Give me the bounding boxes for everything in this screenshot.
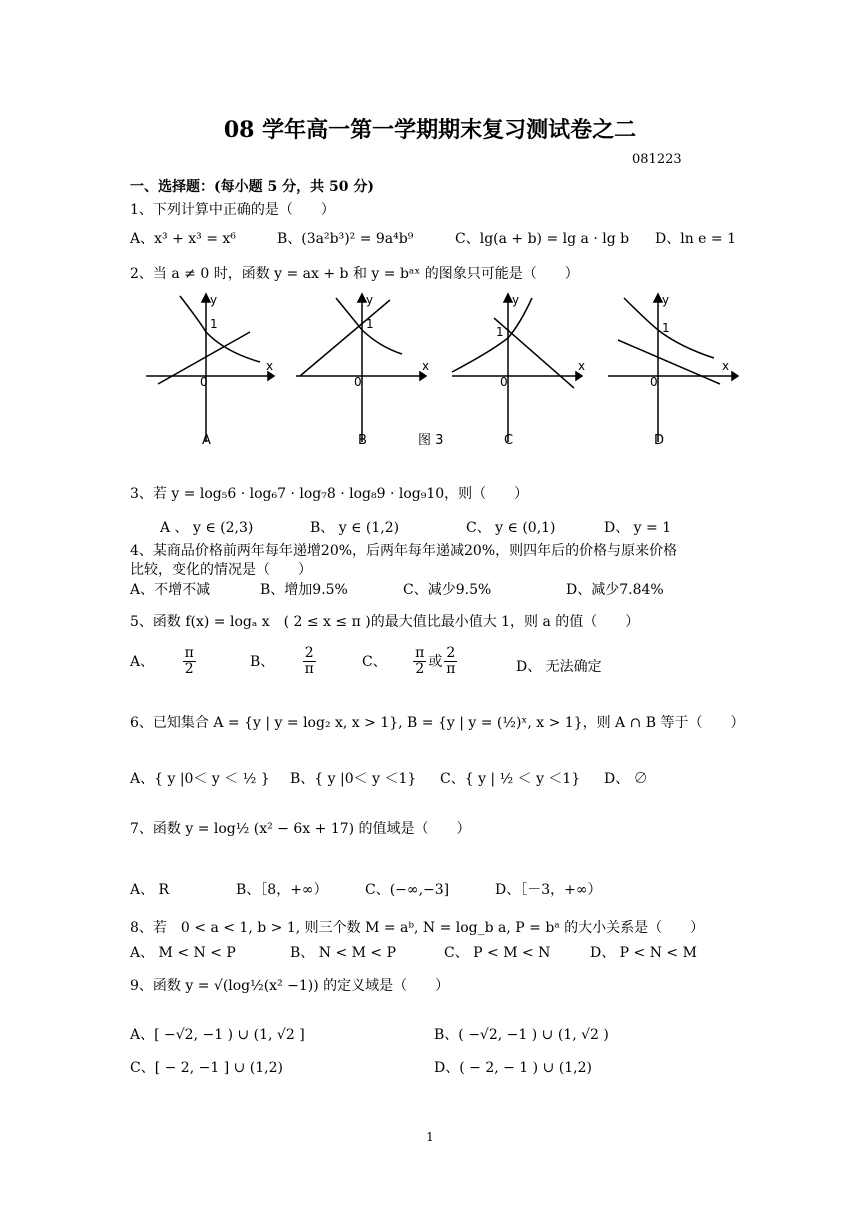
graph-b-one: 1 xyxy=(366,317,374,331)
q1-option-c: C、lg(a + b) = lg a · lg b xyxy=(455,231,630,247)
q8-option-a: A、 M < N < P xyxy=(130,945,236,961)
page-number: 1 xyxy=(426,1130,434,1144)
q5-option-a: A、 $\frac{\pi}{2}$ xyxy=(130,645,194,678)
q1-option-a: A、x³ + x³ = x⁶ xyxy=(130,231,236,247)
question-4-stem-line2: 比较，变化的情况是（ ） xyxy=(130,562,312,578)
question-2-stem: 2、当 a ≠ 0 时，函数 y = ax + b 和 y = bᵃˣ 的图象只可能是（ ） xyxy=(130,266,579,282)
graph-d-label: D xyxy=(654,433,665,448)
q3-option-d: D、 y = 1 xyxy=(604,520,672,536)
question-7-stem: 7、函数 y = log½ (x² − 6x + 17) 的值域是（ ） xyxy=(130,821,471,837)
graph-b-x-label: x xyxy=(422,359,430,373)
q8-option-b: B、 N < M < P xyxy=(290,945,397,961)
q6-option-a: A、{ y |0＜ y ＜ ½ } xyxy=(130,771,270,787)
graph-d-x-label: x xyxy=(722,359,730,373)
question-5-stem: 5、函数 f(x) = logₐ x ( 2 ≤ x ≤ π )的最大值比最小值大 1，则 a 的值（ ） xyxy=(130,614,640,630)
graph-b-label: B xyxy=(358,433,367,448)
q1-option-b: B、(3a²b³)² = 9a⁴b⁹ xyxy=(277,231,414,247)
graph-d-one: 1 xyxy=(662,321,670,335)
graph-d-y-label: y xyxy=(662,293,670,307)
graph-c-x-label: x xyxy=(578,359,586,373)
q8-option-c: C、 P < M < N xyxy=(444,945,551,961)
graph-c-label: C xyxy=(504,433,514,448)
q5-option-c: C、 $\frac{\pi}{2}$ 或 $\frac{2}{\pi}$ xyxy=(362,645,456,678)
q9-option-b: B、( −√2, −1 ) ∪ (1, √2 ) xyxy=(434,1027,609,1043)
question-4-stem-line1: 4、某商品价格前两年每年递增20%，后两年每年递减20%，则四年后的价格与原来价格 xyxy=(130,543,678,559)
q5-option-d: D、 无法确定 xyxy=(516,659,602,675)
document-code: 081223 xyxy=(632,152,682,167)
graph-d-origin: 0 xyxy=(650,375,658,389)
q1-option-d: D、ln e = 1 xyxy=(655,231,736,247)
q5-option-b: B、 $\frac{2}{\pi}$ xyxy=(250,645,314,678)
graph-a-one: 1 xyxy=(210,317,218,331)
graph-c-one: 1 xyxy=(496,325,504,339)
q4-option-c: C、减少9.5% xyxy=(403,582,492,598)
q7-option-d: D、［－3，+∞） xyxy=(495,882,602,898)
q3-option-a: A 、 y ∈ (2,3) xyxy=(160,520,254,536)
q6-option-d: D、 ∅ xyxy=(604,771,648,787)
graph-c-y-label: y xyxy=(512,293,520,307)
graph-c-origin: 0 xyxy=(500,375,508,389)
q3-option-c: C、 y ∈ (0,1) xyxy=(466,520,556,536)
figure-label: 图 3 xyxy=(418,433,444,448)
question-1-stem: 1、下列计算中正确的是（ ） xyxy=(130,202,335,218)
question-6-stem: 6、已知集合 A = {y | y = log₂ x, x > 1}, B = {y | y = (½)ˣ, x > 1}，则 A ∩ B 等于（ ） xyxy=(130,715,745,731)
q2-graph-figure xyxy=(140,292,740,452)
graph-a-y-label: y xyxy=(210,293,218,307)
page-title: 08 学年高一第一学期期末复习测试卷之二 xyxy=(223,117,637,143)
graph-b-y-label: y xyxy=(366,293,374,307)
q7-option-a: A、 R xyxy=(130,882,170,898)
q6-option-c: C、{ y | ½ ＜ y ＜1} xyxy=(440,771,581,787)
q8-option-d: D、 P < N < M xyxy=(590,945,697,961)
question-8-stem: 8、若 0 < a < 1, b > 1, 则三个数 M = aᵇ, N = log_b a, P = bᵃ 的大小关系是（ ） xyxy=(130,920,705,936)
graph-b-origin: 0 xyxy=(354,375,362,389)
q3-option-b: B、 y ∈ (1,2) xyxy=(310,520,400,536)
q7-option-b: B、［8，+∞） xyxy=(236,882,328,898)
q6-option-b: B、{ y |0＜ y ＜1} xyxy=(290,771,417,787)
graph-a-origin: 0 xyxy=(200,375,208,389)
q4-option-d: D、减少7.84% xyxy=(566,582,664,598)
graph-a-x-label: x xyxy=(266,359,274,373)
question-9-stem: 9、函数 y = √(log½(x² −1)) 的定义域是（ ） xyxy=(130,978,450,994)
q7-option-c: C、(−∞,−3] xyxy=(365,882,450,898)
q4-option-b: B、增加9.5% xyxy=(260,582,348,598)
q4-option-a: A、不增不减 xyxy=(130,582,211,598)
q9-option-c: C、[ − 2, −1 ] ∪ (1,2) xyxy=(130,1060,283,1076)
q9-option-a: A、[ −√2, −1 ) ∪ (1, √2 ] xyxy=(130,1027,305,1043)
graph-a-label: A xyxy=(202,433,211,448)
question-3-stem: 3、若 y = log₅6 · log₆7 · log₇8 · log₈9 · log₉10，则（ ） xyxy=(130,486,529,502)
section-heading: 一、选择题：(每小题 5 分，共 50 分) xyxy=(130,179,374,195)
q9-option-d: D、( − 2, − 1 ) ∪ (1,2) xyxy=(434,1060,592,1076)
